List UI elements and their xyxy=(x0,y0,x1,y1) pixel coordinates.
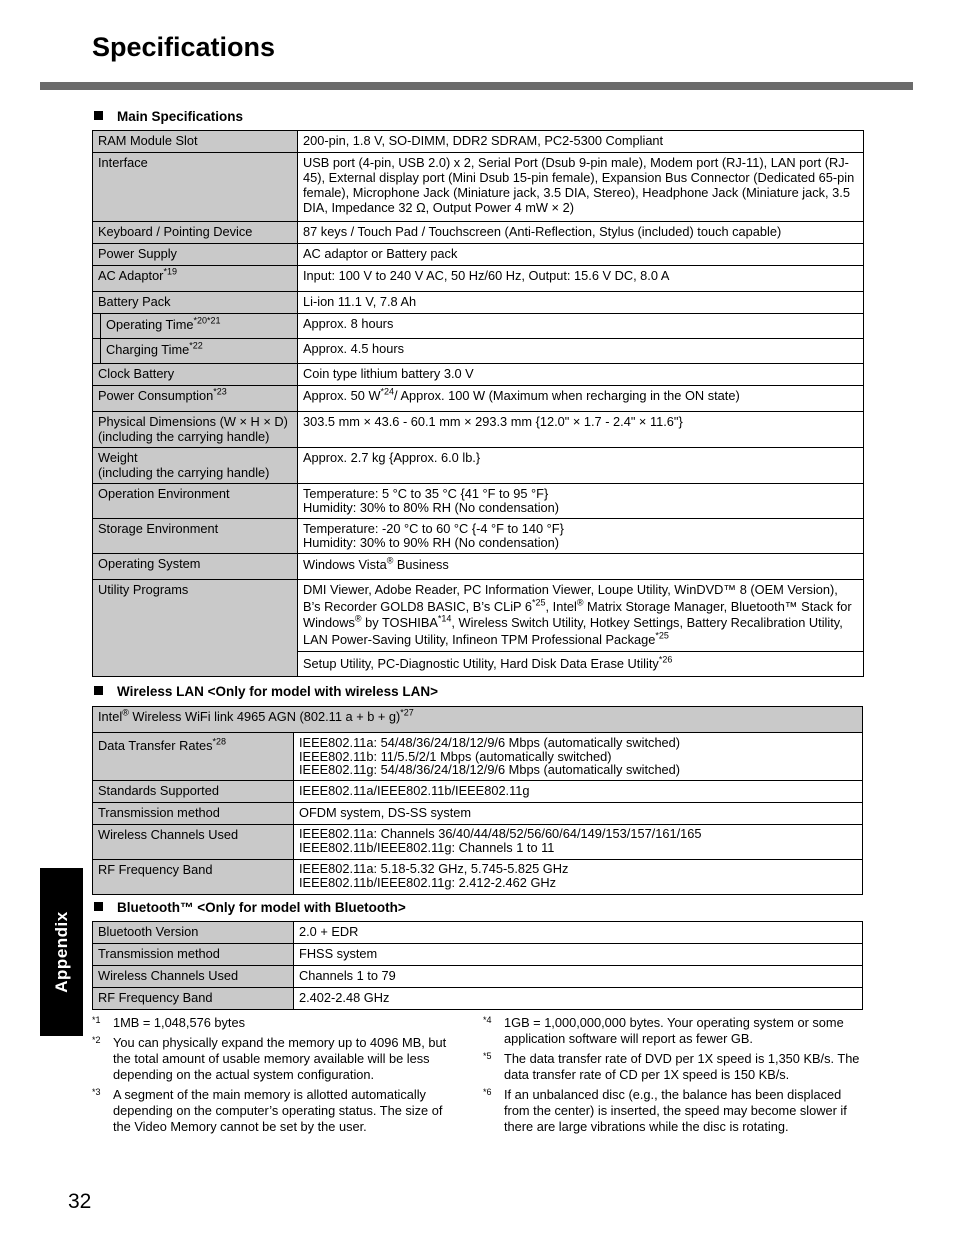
table-row xyxy=(93,292,864,314)
spec-value: DMI Viewer, Adobe Reader, PC Information Viewer, Loupe Utility, WinDVD™ 8 (OEM Version), B’s Recorder GOLD8 BASIC, B’s CLiP 6$^{*25}$, Intel® Matrix Storage Manager, Bluetooth™ Stack for Windows® by TOSHIBA$^{*14}$, Wireless Switch Utility, Hotkey Settings, Battery Recalibration Utility, LAN Power-Saving Utility, Infineon TPM Professional Package$^{*25}$ xyxy=(298,580,864,652)
table-row xyxy=(93,554,864,580)
footnote: *4 1GB = 1,000,000,000 bytes. Your operating system or some application software will report as fewer GB. xyxy=(483,1015,844,1046)
wlan-table xyxy=(92,706,863,895)
title-rule xyxy=(40,82,913,90)
spec-value: Approx. 8 hours xyxy=(298,314,864,339)
table-row xyxy=(93,803,863,825)
table-row xyxy=(93,339,864,364)
spec-key: Bluetooth Version xyxy=(93,922,294,944)
table-row xyxy=(93,153,864,222)
spec-value: 2.402-2.48 GHz xyxy=(294,988,863,1010)
table-row xyxy=(93,222,864,244)
spec-key: AC Adaptor$^{*19}$ xyxy=(93,266,298,292)
spec-value: Windows Vista® Business xyxy=(298,554,864,580)
footnote: *3 A segment of the main memory is allotted automatically depending on the computer’s operating status. The size of the Video Memory cannot be set by the user. xyxy=(92,1087,443,1134)
table-row xyxy=(93,386,864,412)
table-row xyxy=(93,244,864,266)
spec-value: Li-ion 11.1 V, 7.8 Ah xyxy=(298,292,864,314)
table-row xyxy=(93,825,863,860)
table-row xyxy=(93,580,864,652)
bluetooth-table xyxy=(92,921,863,1010)
spec-key: Keyboard / Pointing Device xyxy=(93,222,298,244)
table-row xyxy=(93,266,864,292)
table-row xyxy=(93,922,863,944)
spec-value: FHSS system xyxy=(294,944,863,966)
spec-key: Operation Environment xyxy=(93,484,298,519)
spec-key: RF Frequency Band xyxy=(93,988,294,1010)
footnote: *6 If an unbalanced disc (e.g., the balance has been displaced from the center) is inserted, the speed may become slower if there are large vibrations while the disc is rotating. xyxy=(483,1087,847,1134)
spec-key: Wireless Channels Used xyxy=(93,825,294,860)
spec-key: Wireless Channels Used xyxy=(93,966,294,988)
spec-value: IEEE802.11a: 54/48/36/24/18/12/9/6 Mbps (automatically switched) IEEE802.11b: 11/5.5/2/1 Mbps (automatically switched) IEEE802.11g: 54/48/36/24/18/12/9/6 Mbps (automatically switched) xyxy=(294,733,863,781)
appendix-side-tab: Appendix xyxy=(40,868,83,1036)
table-row xyxy=(93,733,863,781)
spec-value: 87 keys / Touch Pad / Touchscreen (Anti-Reflection, Stylus (included) touch capable) xyxy=(298,222,864,244)
spec-key-sub: Operating Time$^{*20*21}$ xyxy=(93,314,298,339)
footnotes-left xyxy=(92,1015,462,1139)
spec-key: RAM Module Slot xyxy=(93,131,298,153)
spec-key: Data Transfer Rates$^{*28}$ xyxy=(93,733,294,781)
wlan-header: Intel® Wireless WiFi link 4965 AGN (802.11 a + b + g)$^{*27}$ xyxy=(93,707,863,733)
spec-value: IEEE802.11a: Channels 36/40/44/48/52/56/60/64/149/153/157/161/165 IEEE802.11b/IEEE802.11g: Channels 1 to 11 xyxy=(294,825,863,860)
page-title: Specifications xyxy=(92,32,276,62)
spec-key: Physical Dimensions (W × H × D) (including the carrying handle) xyxy=(93,412,298,448)
spec-value: Temperature: -20 °C to 60 °C {-4 °F to 140 °F} Humidity: 30% to 90% RH (No condensation) xyxy=(298,519,864,554)
spec-value: 2.0 + EDR xyxy=(294,922,863,944)
table-row xyxy=(93,131,864,153)
wlan-heading: Wireless LAN <Only for model with wireless LAN> xyxy=(94,684,438,699)
table-row xyxy=(93,484,864,519)
table-row xyxy=(93,412,864,448)
spec-value: 303.5 mm × 43.6 - 60.1 mm × 293.3 mm {12.0" × 1.7 - 2.4" × 11.6"} xyxy=(298,412,864,448)
spec-key-sub: Charging Time$^{*22}$ xyxy=(93,339,298,364)
table-row xyxy=(93,448,864,484)
main-specs-heading: Main Specifications xyxy=(94,109,243,124)
page-number: 32 xyxy=(68,1190,92,1213)
spec-value: IEEE802.11a/IEEE802.11b/IEEE802.11g xyxy=(294,781,863,803)
square-bullet-icon xyxy=(94,111,103,120)
spec-key: Standards Supported xyxy=(93,781,294,803)
spec-value: USB port (4-pin, USB 2.0) x 2, Serial Port (Dsub 9-pin male), Modem port (RJ-11), LAN port (RJ-45), External display port (Mini Dsub 15-pin female), Expansion Bus Connector (Dedicated 65-pin female), Microphone Jack (Miniature jack, 3.5 DIA, Stereo), Headphone Jack (Miniature jack, 3.5 DIA, Impedance 32 Ω, Output Power 4 mW × 2) xyxy=(298,153,864,222)
spec-key: Interface xyxy=(93,153,298,222)
footnote: *1 1MB = 1,048,576 bytes xyxy=(92,1015,245,1030)
table-row xyxy=(93,314,864,339)
spec-value: 200-pin, 1.8 V, SO-DIMM, DDR2 SDRAM, PC2-5300 Compliant xyxy=(298,131,864,153)
spec-value: Approx. 50 $W^{*24}/$ Approx. 100 W (Maximum when recharging in the ON state) xyxy=(298,386,864,412)
spec-value: Approx. 4.5 hours xyxy=(298,339,864,364)
table-row xyxy=(93,860,863,895)
spec-key: Clock Battery xyxy=(93,364,298,386)
spec-key: Transmission method xyxy=(93,803,294,825)
table-row xyxy=(93,988,863,1010)
spec-key: Utility Programs xyxy=(93,580,298,677)
square-bullet-icon xyxy=(94,902,103,911)
spec-value: OFDM system, DS-SS system xyxy=(294,803,863,825)
table-row xyxy=(93,944,863,966)
spec-key: Power Supply xyxy=(93,244,298,266)
spec-key: Power Consumption$^{*23}$ xyxy=(93,386,298,412)
spec-key: Battery Pack xyxy=(93,292,298,314)
footnotes-right xyxy=(483,1015,863,1139)
table-row xyxy=(93,781,863,803)
spec-value: Input: 100 V to 240 V AC, 50 Hz/60 Hz, Output: 15.6 V DC, 8.0 A xyxy=(298,266,864,292)
footnote: *2 You can physically expand the memory up to 4096 MB, but the total amount of usable memory available will be less depending on the actual system configuration. xyxy=(92,1035,447,1082)
spec-value: Temperature: 5 °C to 35 °C {41 °F to 95 °F} Humidity: 30% to 80% RH (No condensation) xyxy=(298,484,864,519)
square-bullet-icon xyxy=(94,686,103,695)
spec-value: Channels 1 to 79 xyxy=(294,966,863,988)
spec-value: IEEE802.11a: 5.18-5.32 GHz, 5.745-5.825 GHz IEEE802.11b/IEEE802.11g: 2.412-2.462 GHz xyxy=(294,860,863,895)
footnote: *5 The data transfer rate of DVD per 1X speed is 1,350 KB/s. The data transfer rate of CD per 1X speed is 150 KB/s. xyxy=(483,1051,860,1082)
spec-key: Weight (including the carrying handle) xyxy=(93,448,298,484)
spec-value: Coin type lithium battery 3.0 V xyxy=(298,364,864,386)
spec-key: Transmission method xyxy=(93,944,294,966)
table-row xyxy=(93,707,863,733)
spec-key: RF Frequency Band xyxy=(93,860,294,895)
table-row xyxy=(93,519,864,554)
bluetooth-heading: Bluetooth™ <Only for model with Bluetooth> xyxy=(94,900,406,915)
spec-key: Operating System xyxy=(93,554,298,580)
table-row xyxy=(93,364,864,386)
spec-value: Approx. 2.7 kg {Approx. 6.0 lb.} xyxy=(298,448,864,484)
spec-value: Setup Utility, PC-Diagnostic Utility, Hard Disk Data Erase Utility$^{*26}$ xyxy=(298,652,864,677)
main-specs-table xyxy=(92,130,864,677)
table-row xyxy=(93,966,863,988)
spec-value: AC adaptor or Battery pack xyxy=(298,244,864,266)
spec-key: Storage Environment xyxy=(93,519,298,554)
